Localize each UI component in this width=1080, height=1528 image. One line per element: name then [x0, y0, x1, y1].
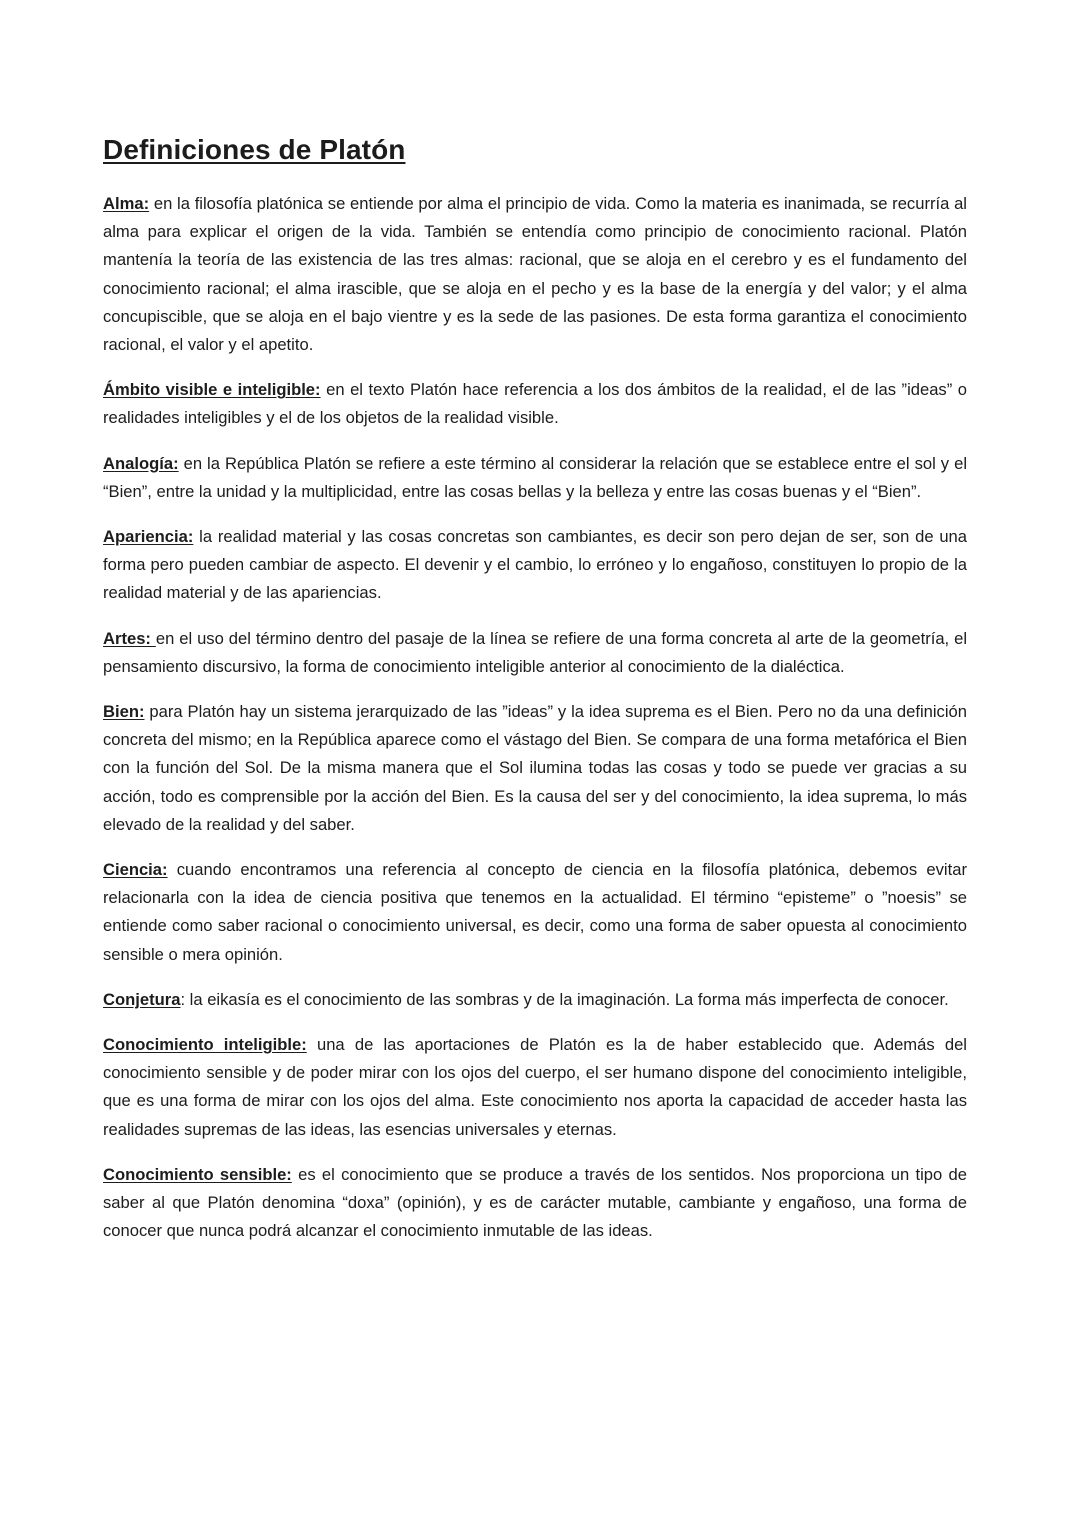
definition-conjetura [103, 986, 967, 1014]
definition-text: una de las aportaciones de Platón es la de haber establecido que. Además del conocimiento sensible y de poder mirar con los ojos del cuerpo, el ser humano dispone del conocimiento inteligible, que es una forma de mirar con los ojos del alma. Este conocimiento nos aporta la capacidad de acceder hasta las realidades supremas de las ideas, las esencias universales y eternas. [103, 1035, 967, 1139]
term-label: Ciencia: [103, 860, 168, 880]
definition-bien [103, 698, 967, 839]
definition-conocimiento-inteligible [103, 1031, 967, 1144]
definition-conocimiento-sensible [103, 1161, 967, 1246]
definition-ciencia [103, 856, 967, 969]
document-page [103, 132, 967, 1263]
definition-text: en la República Platón se refiere a este término al considerar la relación que se establece entre el sol y el “Bien”, entre la unidad y la multiplicidad, entre las cosas bellas y la belleza y entre las cosas buenas y el “Bien”. [103, 453, 967, 501]
definition-text: : la eikasía es el conocimiento de las sombras y de la imaginación. La forma más imperfecta de conocer. [180, 989, 949, 1009]
term-label: Ámbito visible e inteligible: [103, 380, 321, 400]
term-label: Conocimiento sensible: [103, 1164, 292, 1184]
term-label: Conjetura [103, 989, 181, 1009]
definition-text: en el uso del término dentro del pasaje de la línea se refiere de una forma concreta al arte de la geometría, el pensamiento discursivo, la forma de conocimiento inteligible anterior al conocimiento de la dialéctica. [103, 628, 968, 676]
definition-analogia [103, 450, 967, 506]
definition-apariencia [103, 523, 967, 608]
term-label: Bien: [103, 702, 145, 722]
definition-text: en el texto Platón hace referencia a los dos ámbitos de la realidad, el de las ”ideas” o realidades inteligibles y el de los objetos de la realidad visible. [103, 380, 968, 428]
definition-text: es el conocimiento que se produce a través de los sentidos. Nos proporciona un tipo de saber al que Platón denomina “doxa” (opinión), y es de carácter mutable, cambiante y engañoso, una forma de conocer que nunca podrá alcanzar el conocimiento inmutable de las ideas. [103, 1164, 967, 1241]
term-label: Apariencia: [103, 527, 194, 547]
document-title: Definiciones de Platón [103, 134, 406, 165]
definition-text: cuando encontramos una referencia al concepto de ciencia en la filosofía platónica, debemos evitar relacionarla con la idea de ciencia positiva que tenemos en la actualidad. El término “episteme” o ”noesis” se entiende como saber racional o conocimiento universal, es decir, como una forma de saber opuesta al conocimiento sensible o mera opinión. [103, 860, 967, 964]
definition-alma [103, 190, 967, 359]
definition-text: en la filosofía platónica se entiende por alma el principio de vida. Como la materia es inanimada, se recurría al alma para explicar el origen de la vida. También se entendía como principio de conocimiento racional. Platón mantenía la teoría de las existencia de las tres almas: racional, que se aloja en el cerebro y es el fundamento del conocimiento racional; el alma irascible, que se aloja en el pecho y es la base de la energía y del valor; y el alma concupiscible, que se aloja en el bajo vientre y es la sede de las pasiones. De esta forma garantiza el conocimiento racional, el valor y el apetito. [103, 194, 967, 355]
definition-text: la realidad material y las cosas concretas son cambiantes, es decir son pero dejan de ser, son de una forma pero pueden cambiar de aspecto. El devenir y el cambio, lo erróneo y lo engañoso, constituyen lo propio de la realidad material y de las apariencias. [103, 527, 967, 603]
term-label: Conocimiento inteligible: [103, 1035, 307, 1055]
term-label: Analogía: [103, 453, 179, 473]
term-label: Artes: [103, 628, 156, 648]
definition-artes [103, 625, 967, 681]
term-label: Alma: [103, 194, 150, 213]
definition-ambito [103, 376, 967, 432]
definition-text: para Platón hay un sistema jerarquizado de las ”ideas” y la idea suprema es el Bien. Pero no da una definición concreta del mismo; en la República aparece como el vástago del Bien. Se compara de una forma metafórica el Bien con la función del Sol. De la misma manera que el Sol ilumina todas las cosas y todo se puede ver gracias a su acción, todo es comprensible por la acción del Bien. Es la causa del ser y del conocimiento, la idea suprema, lo más elevado de la realidad y del saber. [103, 702, 967, 834]
